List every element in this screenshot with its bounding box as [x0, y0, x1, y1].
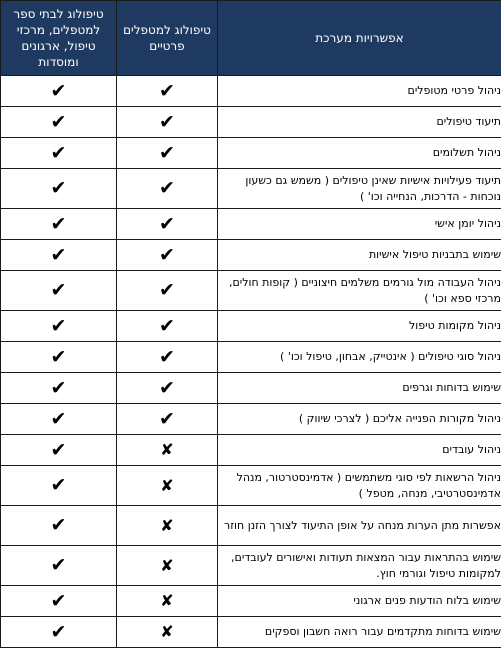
- feature-label: ניהול סוגי טיפולים ( אינטייק, אבחון, טיפול וכו' ): [218, 342, 501, 373]
- check-icon: ✔: [51, 554, 67, 576]
- cell-private: [117, 586, 218, 617]
- check-icon: ✔: [51, 111, 67, 133]
- header-private-therapists: טיפולוג למטפלים פרטיים: [117, 1, 218, 76]
- table-row: [1, 506, 501, 546]
- cell-institutions: [1, 169, 117, 209]
- table-row: [1, 342, 501, 373]
- table-row: [1, 107, 501, 138]
- check-icon: ✔: [159, 346, 175, 368]
- feature-label: ניהול מקומות טיפול: [218, 311, 501, 342]
- check-icon: ✔: [51, 279, 67, 301]
- check-icon: ✔: [159, 279, 175, 301]
- table-row: [1, 271, 501, 311]
- check-icon: ✔: [159, 244, 175, 266]
- feature-label: שימוש בדוחות וגרפים: [218, 373, 501, 404]
- check-icon: ✔: [51, 244, 67, 266]
- cell-private: [117, 271, 218, 311]
- cell-institutions: [1, 76, 117, 107]
- check-icon: ✔: [51, 377, 67, 399]
- cross-icon: ✘: [160, 622, 173, 641]
- cell-private: [117, 240, 218, 271]
- table-row: [1, 169, 501, 209]
- cell-institutions: [1, 373, 117, 404]
- check-icon: ✔: [51, 142, 67, 164]
- table-row: [1, 76, 501, 107]
- check-icon: ✔: [159, 377, 175, 399]
- table-row: [1, 373, 501, 404]
- check-icon: ✔: [159, 142, 175, 164]
- check-icon: ✔: [51, 315, 67, 337]
- check-icon: ✔: [159, 408, 175, 430]
- check-icon: ✔: [51, 346, 67, 368]
- feature-label: אפשרות מתן הערות מנחה על אופן התיעוד לצורך הזנן חוזר: [218, 506, 501, 546]
- cell-private: [117, 169, 218, 209]
- cell-private: [117, 209, 218, 240]
- cell-private: [117, 435, 218, 466]
- check-icon: ✔: [51, 408, 67, 430]
- cell-institutions: [1, 342, 117, 373]
- cell-institutions: [1, 546, 117, 586]
- cell-institutions: [1, 506, 117, 546]
- cell-institutions: [1, 138, 117, 169]
- table-header-row: [1, 1, 501, 76]
- check-icon: ✔: [159, 111, 175, 133]
- cell-private: [117, 76, 218, 107]
- table-row: [1, 240, 501, 271]
- cell-institutions: [1, 107, 117, 138]
- check-icon: ✔: [51, 514, 67, 536]
- table-row: [1, 435, 501, 466]
- check-icon: ✔: [51, 474, 67, 496]
- feature-label: ניהול יומן אישי: [218, 209, 501, 240]
- cell-institutions: [1, 617, 117, 648]
- cell-private: [117, 342, 218, 373]
- cell-institutions: [1, 466, 117, 506]
- cross-icon: ✘: [160, 440, 173, 459]
- check-icon: ✔: [159, 80, 175, 102]
- table-row: [1, 404, 501, 435]
- check-icon: ✔: [51, 177, 67, 199]
- cell-institutions: [1, 311, 117, 342]
- feature-label: ניהול תשלומים: [218, 138, 501, 169]
- table-row: [1, 617, 501, 648]
- header-features: אפשרויות מערכת: [218, 1, 501, 76]
- header-institutions: טיפולוג לבתי ספר למטפלים, מרכזי טיפול, ארגונים ומוסדות: [1, 1, 117, 76]
- check-icon: ✔: [159, 315, 175, 337]
- cell-private: [117, 404, 218, 435]
- cell-institutions: [1, 271, 117, 311]
- feature-label: שימוש בדוחות מתקדמים עבור רואה חשבון וספקים: [218, 617, 501, 648]
- feature-label: שימוש בהתראות עבור המצאות תעודות ואישורים לעובדים, למקומות טיפול וגורמי חוץ.: [218, 546, 501, 586]
- cell-institutions: [1, 240, 117, 271]
- feature-label: ניהול פרטי מטופלים: [218, 76, 501, 107]
- cell-private: [117, 107, 218, 138]
- cell-institutions: [1, 404, 117, 435]
- check-icon: ✔: [51, 213, 67, 235]
- feature-label: ניהול עובדים: [218, 435, 501, 466]
- table-row: [1, 311, 501, 342]
- cell-private: [117, 546, 218, 586]
- cell-private: [117, 373, 218, 404]
- cell-private: [117, 506, 218, 546]
- cell-private: [117, 311, 218, 342]
- check-icon: ✔: [159, 177, 175, 199]
- table-row: [1, 586, 501, 617]
- feature-label: ניהול הרשאות לפי סוגי משתמשים ( אדמינסטרטור, מנהל אדמינסטרטיבי, מנחה, מטפל ): [218, 466, 501, 506]
- feature-label: שימוש בתבניות טיפול אישיות: [218, 240, 501, 271]
- table-row: [1, 138, 501, 169]
- check-icon: ✔: [51, 621, 67, 643]
- table-row: [1, 466, 501, 506]
- check-icon: ✔: [51, 439, 67, 461]
- table-body: [1, 76, 501, 648]
- cell-private: [117, 617, 218, 648]
- cell-institutions: [1, 435, 117, 466]
- feature-label: שימוש בלוח הודעות פנים ארגוני: [218, 586, 501, 617]
- cross-icon: ✘: [160, 556, 173, 575]
- cell-institutions: [1, 209, 117, 240]
- cell-private: [117, 466, 218, 506]
- cross-icon: ✘: [160, 516, 173, 535]
- feature-label: תיעוד טיפולים: [218, 107, 501, 138]
- check-icon: ✔: [51, 590, 67, 612]
- feature-label: ניהול מקורות הפנייה אליכם ( לצרכי שיווק ): [218, 404, 501, 435]
- cell-private: [117, 138, 218, 169]
- cross-icon: ✘: [160, 476, 173, 495]
- cross-icon: ✘: [160, 591, 173, 610]
- table-row: [1, 209, 501, 240]
- feature-label: ניהול העבודה מול גורמים משלמים חיצוניים ( קופות חולים, מרכזי ספא וכו' ): [218, 271, 501, 311]
- cell-institutions: [1, 586, 117, 617]
- table-row: [1, 546, 501, 586]
- check-icon: ✔: [51, 80, 67, 102]
- feature-label: תיעוד פעילויות אישיות שאינן טיפולים ( משמש גם כשעון נוכחות - הדרכות, הנחייה וכו' ): [218, 169, 501, 209]
- check-icon: ✔: [159, 213, 175, 235]
